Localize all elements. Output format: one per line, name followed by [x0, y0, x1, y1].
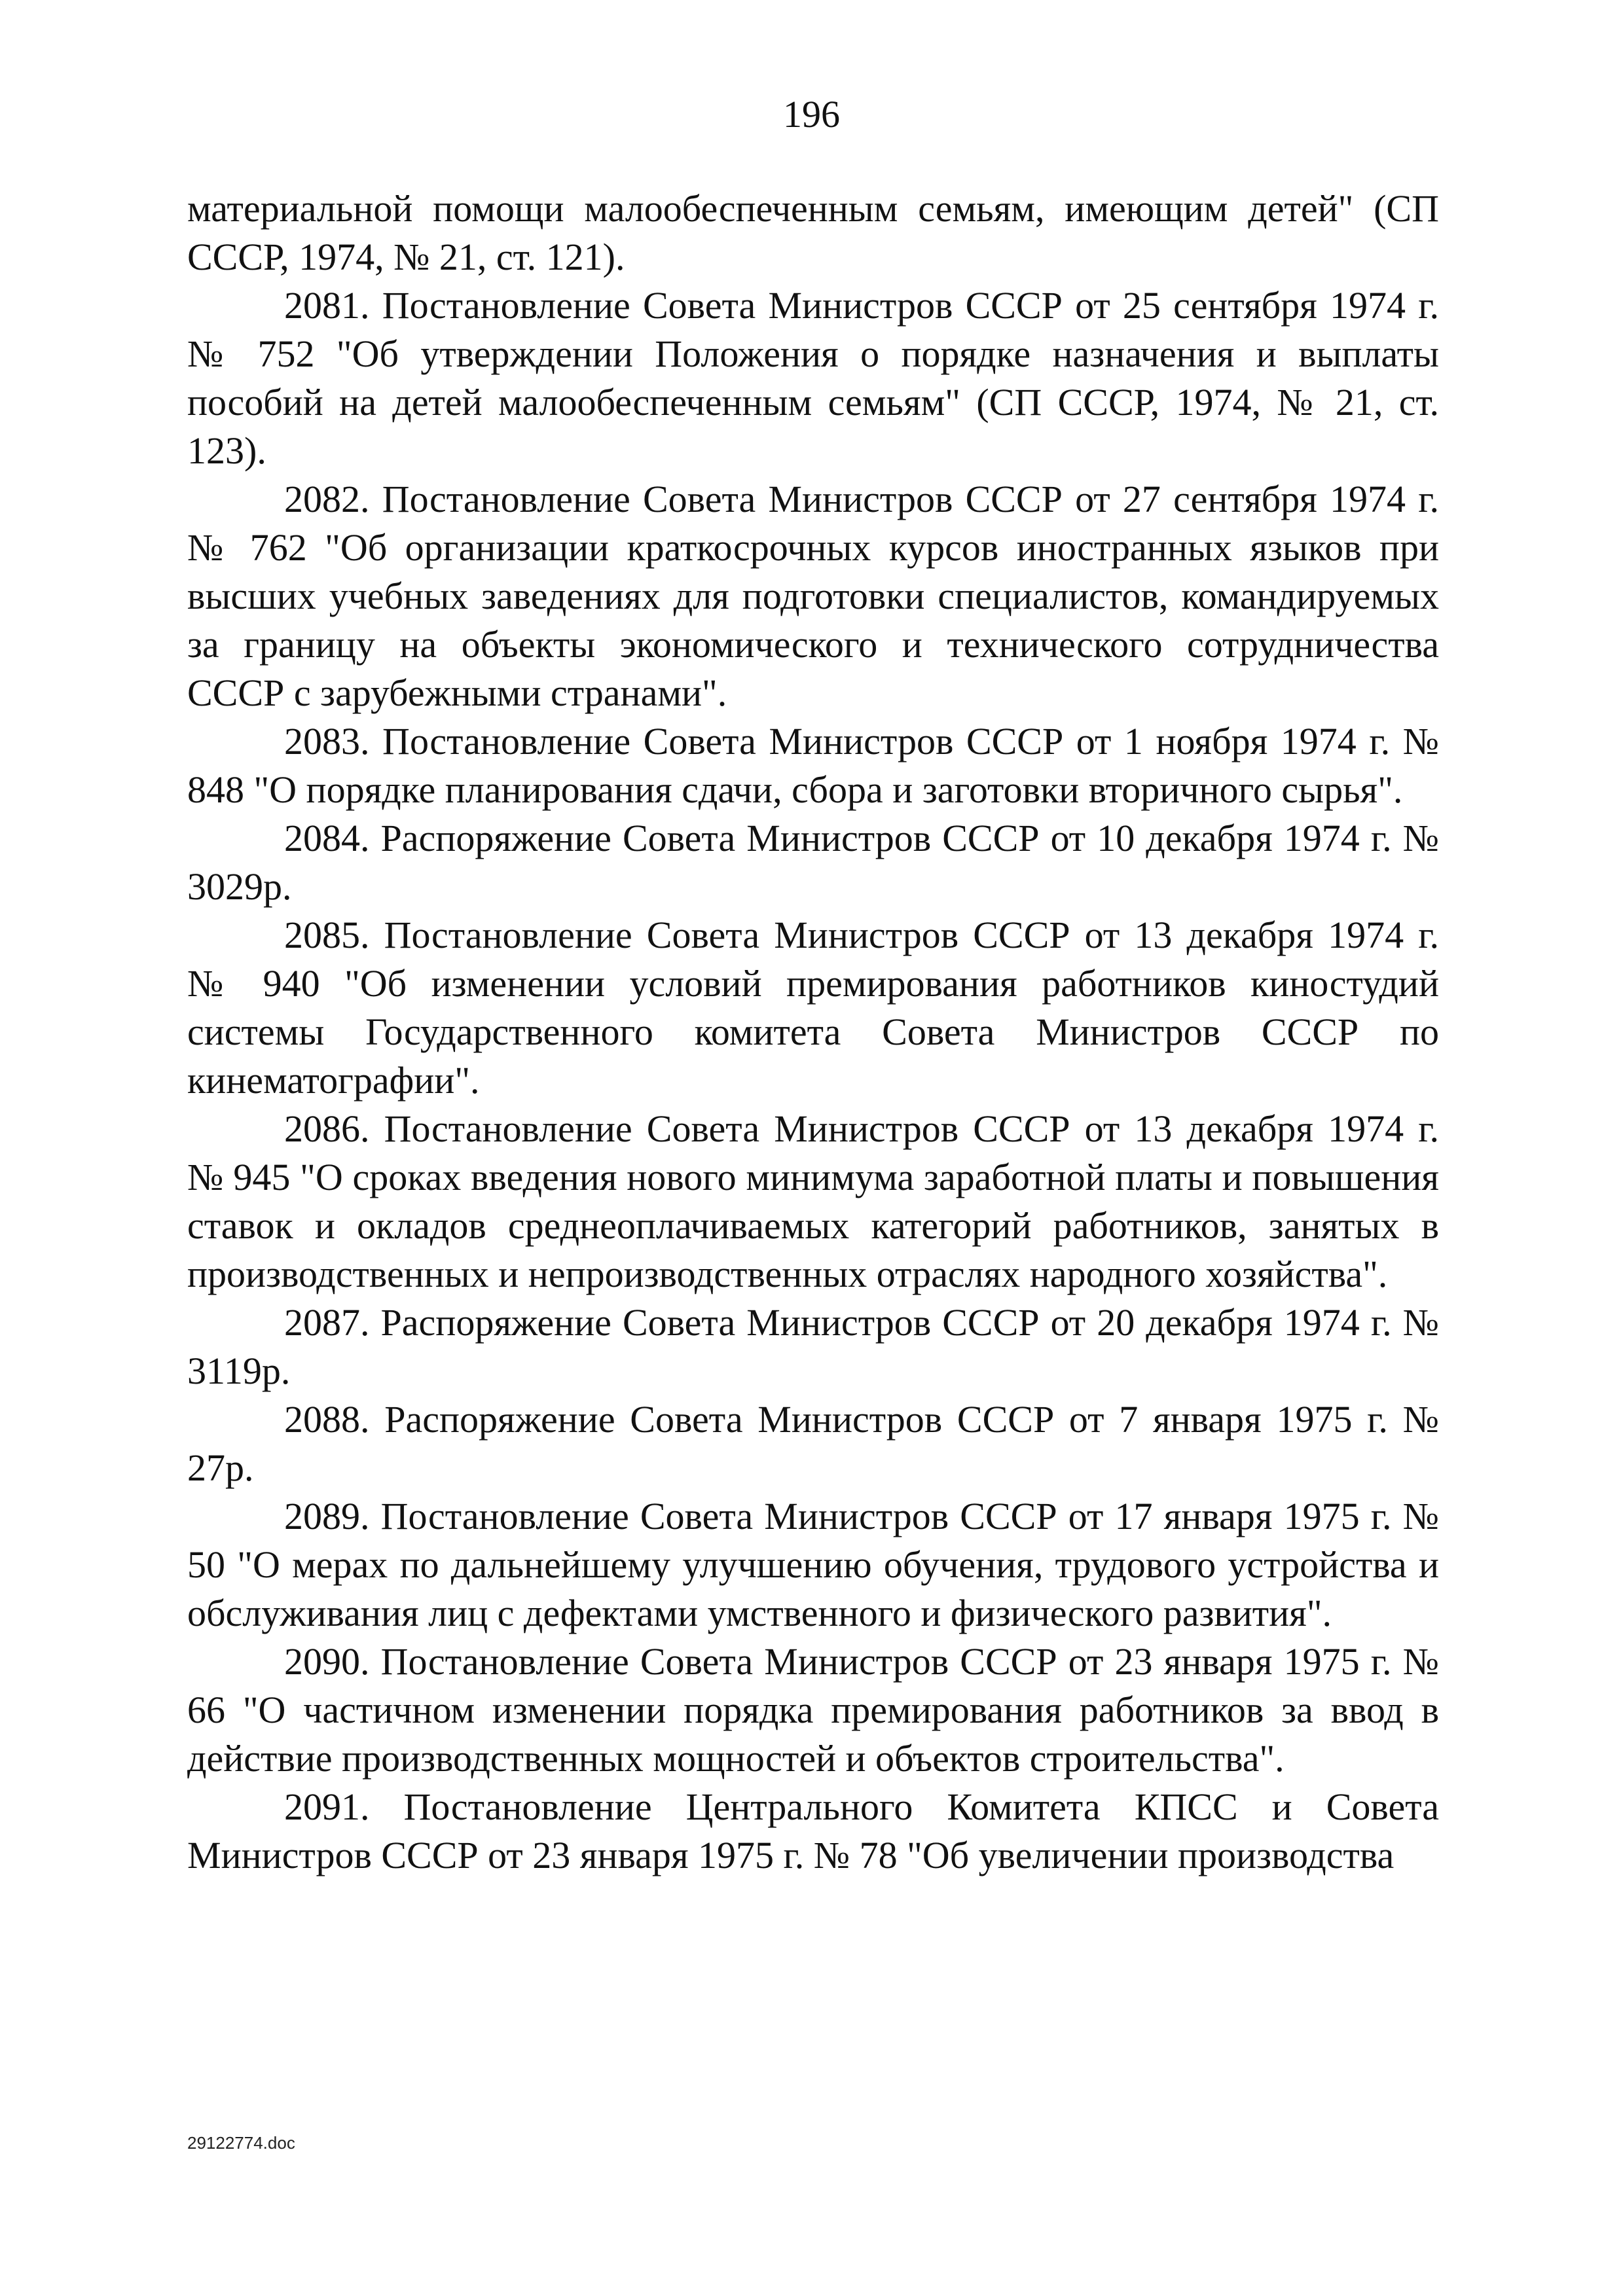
- entry-2081: 2081. Постановление Совета Министров СССР от 25 сентября 1974 г. № 752 "Об утверждении Положения о порядке назначения и выплаты пособий на детей малообеспеченным семьям" (СП СССР, 1974, № 21, ст. 123).: [187, 284, 1439, 472]
- page-number: 196: [783, 93, 840, 135]
- entry-2087: 2087. Распоряжение Совета Министров СССР от 20 декабря 1974 г. № 3119р.: [187, 1301, 1439, 1392]
- entry-2086: 2086. Постановление Совета Министров СССР от 13 декабря 1974 г. № 945 "О сроках введения нового минимума заработной платы и повышения ставок и окладов среднеоплачиваемых категорий работников, занятых в производственных и непроизводственных отраслях народного хозяйства".: [187, 1107, 1439, 1295]
- paragraph-continuation: материальной помощи малообеспеченным семьям, имеющим детей" (СП СССР, 1974, № 21, ст. 121).: [187, 187, 1439, 278]
- entry-2082: 2082. Постановление Совета Министров СССР от 27 сентября 1974 г. № 762 "Об организации краткосрочных курсов иностранных языков при высших учебных заведениях для подготовки специалистов, командируемых за границу на объекты экономического и технического сотрудничества СССР с зарубежными странами".: [187, 478, 1439, 714]
- entry-2091: 2091. Постановление Центрального Комитета КПСС и Совета Министров СССР от 23 января 1975 г. № 78 "Об увеличении производства: [187, 1785, 1439, 1876]
- entry-2084: 2084. Распоряжение Совета Министров СССР от 10 декабря 1974 г. № 3029р.: [187, 817, 1439, 908]
- entry-2090: 2090. Постановление Совета Министров СССР от 23 января 1975 г. № 66 "О частичном изменении порядка премирования работников за ввод в действие производственных мощностей и объектов строительства".: [187, 1640, 1439, 1780]
- entry-2088: 2088. Распоряжение Совета Министров СССР от 7 января 1975 г. № 27р.: [187, 1398, 1439, 1489]
- entry-2083: 2083. Постановление Совета Министров СССР от 1 ноября 1974 г. № 848 "О порядке планирования сдачи, сбора и заготовки вторичного сырья".: [187, 720, 1439, 811]
- file-name-footer: 29122774.doc: [187, 2133, 295, 2153]
- entry-2085: 2085. Постановление Совета Министров СССР от 13 декабря 1974 г. № 940 "Об изменении условий премирования работников киностудий системы Государственного комитета Совета Министров СССР по кинематографии".: [187, 914, 1439, 1102]
- document-body: [187, 185, 1439, 1880]
- entry-2089: 2089. Постановление Совета Министров СССР от 17 января 1975 г. № 50 "О мерах по дальнейшему улучшению обучения, трудового устройства и обслуживания лиц с дефектами умственного и физического развития".: [187, 1495, 1439, 1634]
